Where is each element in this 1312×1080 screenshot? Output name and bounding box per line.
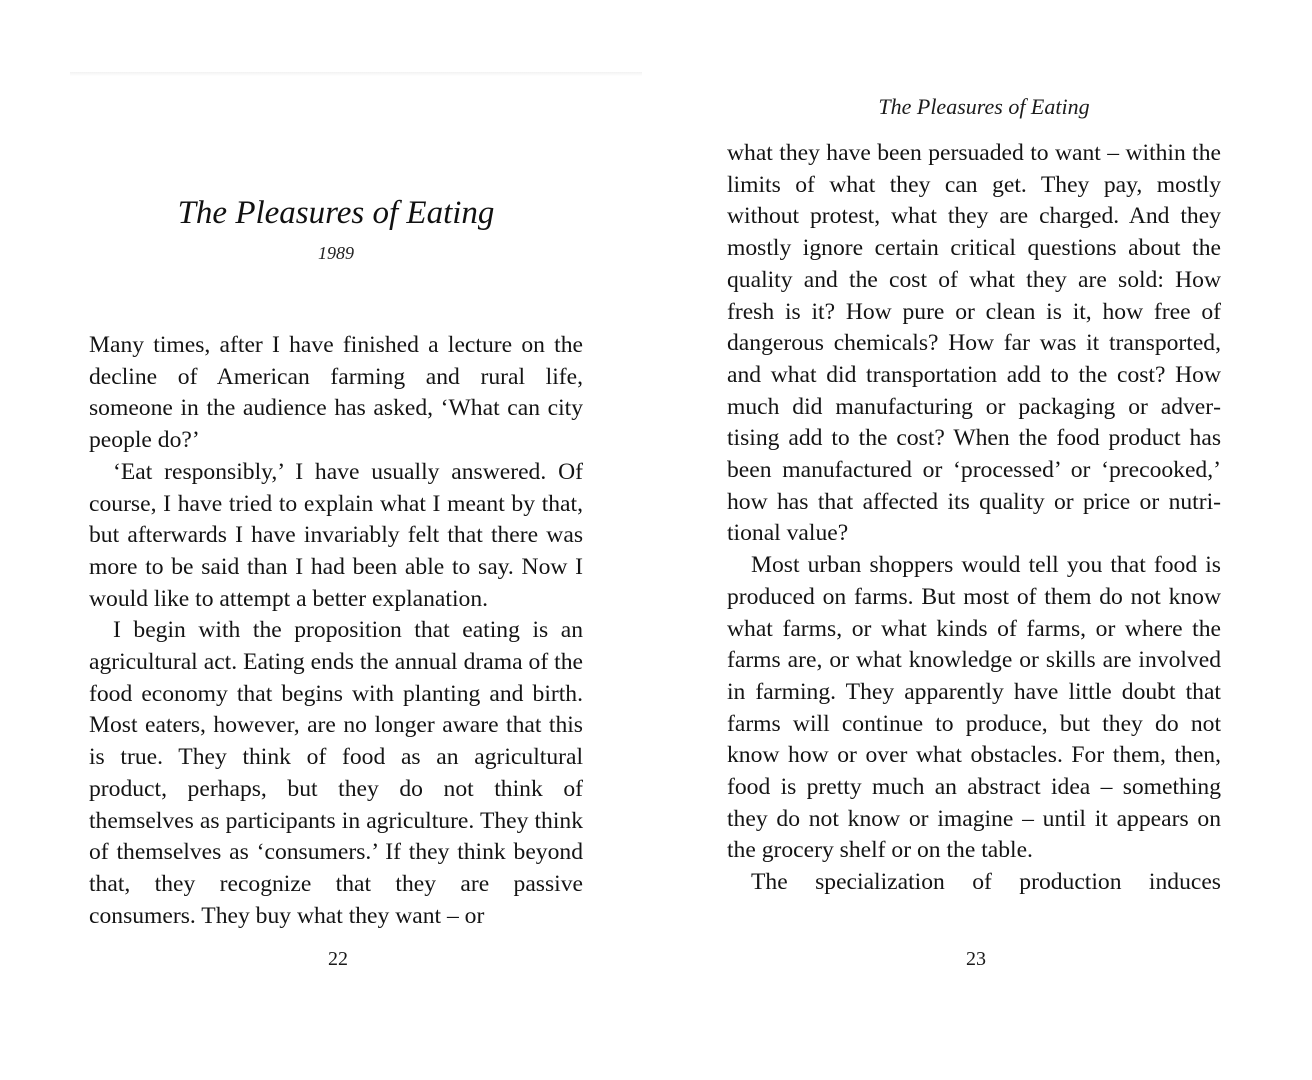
paragraph: ‘Eat responsibly,’ I have usually answered. Of course, I have tried to explain what I meant by that, but afterwards I have invariably felt that there was more to be said than I had been able to say. Now I would like to attempt a better explanation.: [89, 458, 583, 612]
running-head: The Pleasures of Eating: [878, 94, 1090, 119]
paragraph: what they have been persuaded to want – within the limits of what they can get. They pay, mostly without protest, what they are charged. And they mostly ignore certain critical questions about the quality and the cost of what they are sold: How fresh is it? How pure or clean is it, how free of dangerous chemicals? How far was it transported, and what did transportation add to the cost? How much did manufacturing or packaging or advertising add to the cost? When the food product has been manufactured or ‘processed’ or ‘precooked,’ how has that affected its quality or price or nutritional value?: [727, 140, 1221, 547]
page-number: 23: [966, 948, 986, 970]
chapter-year: 1989: [318, 243, 354, 263]
page-number: 22: [328, 948, 348, 970]
right-page: [656, 0, 1312, 1080]
paragraph: I begin with the proposition that eating is an agricultural act. Eating ends the annual drama of the food economy that begins with planting and birth. Most eaters, however, are no longer aware that this is true. They think of food as an agricultural product, perhaps, but they do not think of themselves as participants in agriculture. They think of themselves as ‘consumers.’ If they think beyond that, they recognize that they are passive consumers. They buy what they want – or: [89, 617, 583, 929]
page-edge-shadow: [70, 72, 642, 76]
paragraph: The specialization of production induces: [751, 869, 1221, 896]
left-body-text: [89, 330, 583, 932]
chapter-title: The Pleasures of Eating: [177, 195, 495, 231]
right-body-text: [727, 138, 1221, 899]
paragraph: Many times, after I have finished a lecture on the decline of American farming and rural life, someone in the audience has asked, ‘What can city people do?’: [89, 332, 583, 454]
paragraph: Most urban shoppers would tell you that food is produced on farms. But most of them do not know what farms, or what kinds of farms, or where the farms are, or what knowledge or skills are involved in farming. They apparently have little doubt that farms will continue to produce, but they do not know how or over what obstacles. For them, then, food is pretty much an abstract idea – something they do not know or imagine – until it appears on the grocery shelf or on the table.: [727, 552, 1221, 864]
